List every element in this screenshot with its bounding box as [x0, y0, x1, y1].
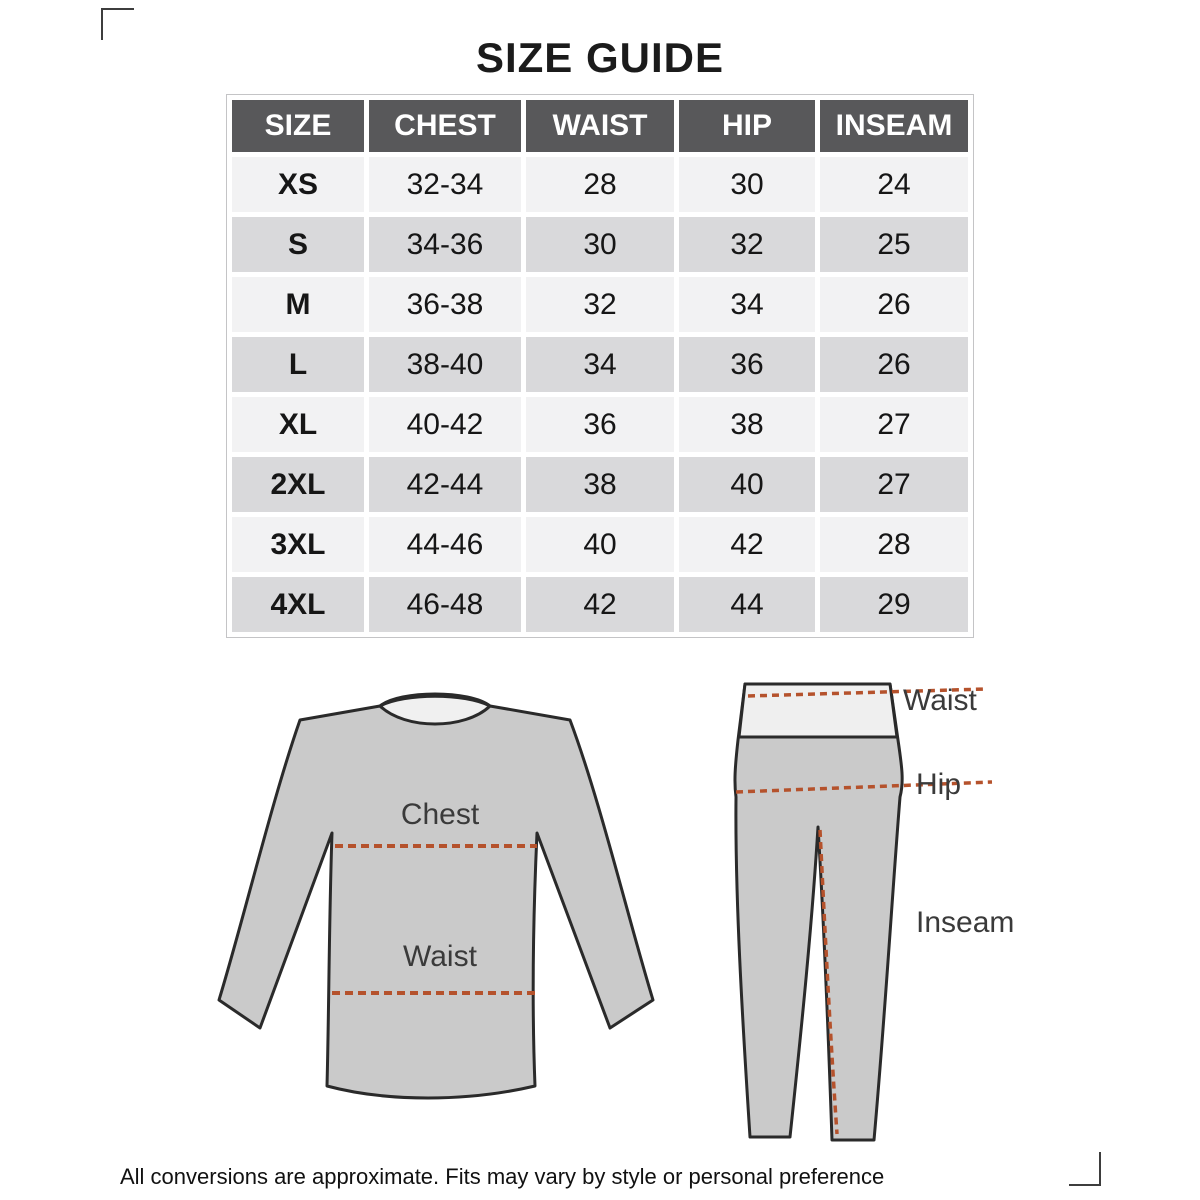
pants-hip-label: Hip: [916, 768, 962, 801]
cell-waist: 36: [526, 397, 674, 452]
chest-label: Chest: [400, 798, 480, 831]
cell-hip: 42: [679, 517, 815, 572]
pants-waist-label: Waist: [903, 684, 977, 717]
shirt-diagram: [205, 678, 675, 1118]
size-table-container: [226, 94, 974, 638]
cell-chest: 42-44: [369, 457, 521, 512]
cell-chest: 36-38: [369, 277, 521, 332]
crop-mark-bottom-right: [1069, 1152, 1101, 1186]
cell-waist: 30: [526, 217, 674, 272]
table-row: [232, 457, 968, 512]
cell-chest: 32-34: [369, 157, 521, 212]
pants-inseam-label: Inseam: [916, 906, 1015, 939]
header-waist: WAIST: [526, 100, 674, 152]
table-row: [232, 277, 968, 332]
cell-chest: 44-46: [369, 517, 521, 572]
table-row: [232, 157, 968, 212]
table-row: [232, 337, 968, 392]
shirt-body-shape: [219, 694, 653, 1098]
cell-chest: 38-40: [369, 337, 521, 392]
cell-size: 2XL: [232, 457, 364, 512]
header-chest: CHEST: [369, 100, 521, 152]
table-row: [232, 577, 968, 632]
cell-hip: 32: [679, 217, 815, 272]
cell-inseam: 25: [820, 217, 968, 272]
cell-inseam: 27: [820, 397, 968, 452]
cell-size: 3XL: [232, 517, 364, 572]
cell-hip: 30: [679, 157, 815, 212]
cell-size: 4XL: [232, 577, 364, 632]
cell-size: L: [232, 337, 364, 392]
disclaimer-text: All conversions are approximate. Fits may vary by style or personal preference: [120, 1164, 885, 1189]
cell-hip: 38: [679, 397, 815, 452]
table-row: [232, 517, 968, 572]
cell-inseam: 26: [820, 337, 968, 392]
cell-chest: 40-42: [369, 397, 521, 452]
cell-size: M: [232, 277, 364, 332]
header-size: SIZE: [232, 100, 364, 152]
size-table: [226, 94, 974, 638]
shirt-waist-label: Waist: [403, 940, 477, 973]
cell-inseam: 29: [820, 577, 968, 632]
cell-inseam: 24: [820, 157, 968, 212]
cell-inseam: 26: [820, 277, 968, 332]
pants-body-shape: [735, 684, 902, 1140]
cell-waist: 34: [526, 337, 674, 392]
cell-size: XL: [232, 397, 364, 452]
cell-size: S: [232, 217, 364, 272]
cell-waist: 40: [526, 517, 674, 572]
cell-waist: 38: [526, 457, 674, 512]
cell-inseam: 28: [820, 517, 968, 572]
header-hip: HIP: [679, 100, 815, 152]
table-row: [232, 217, 968, 272]
cell-hip: 34: [679, 277, 815, 332]
cell-inseam: 27: [820, 457, 968, 512]
cell-waist: 42: [526, 577, 674, 632]
table-header-row: [232, 100, 968, 152]
cell-waist: 28: [526, 157, 674, 212]
page-title: SIZE GUIDE: [475, 34, 725, 81]
cell-chest: 46-48: [369, 577, 521, 632]
header-inseam: INSEAM: [820, 100, 968, 152]
cell-hip: 40: [679, 457, 815, 512]
cell-size: XS: [232, 157, 364, 212]
cell-chest: 34-36: [369, 217, 521, 272]
table-row: [232, 397, 968, 452]
cell-hip: 36: [679, 337, 815, 392]
cell-waist: 32: [526, 277, 674, 332]
cell-hip: 44: [679, 577, 815, 632]
